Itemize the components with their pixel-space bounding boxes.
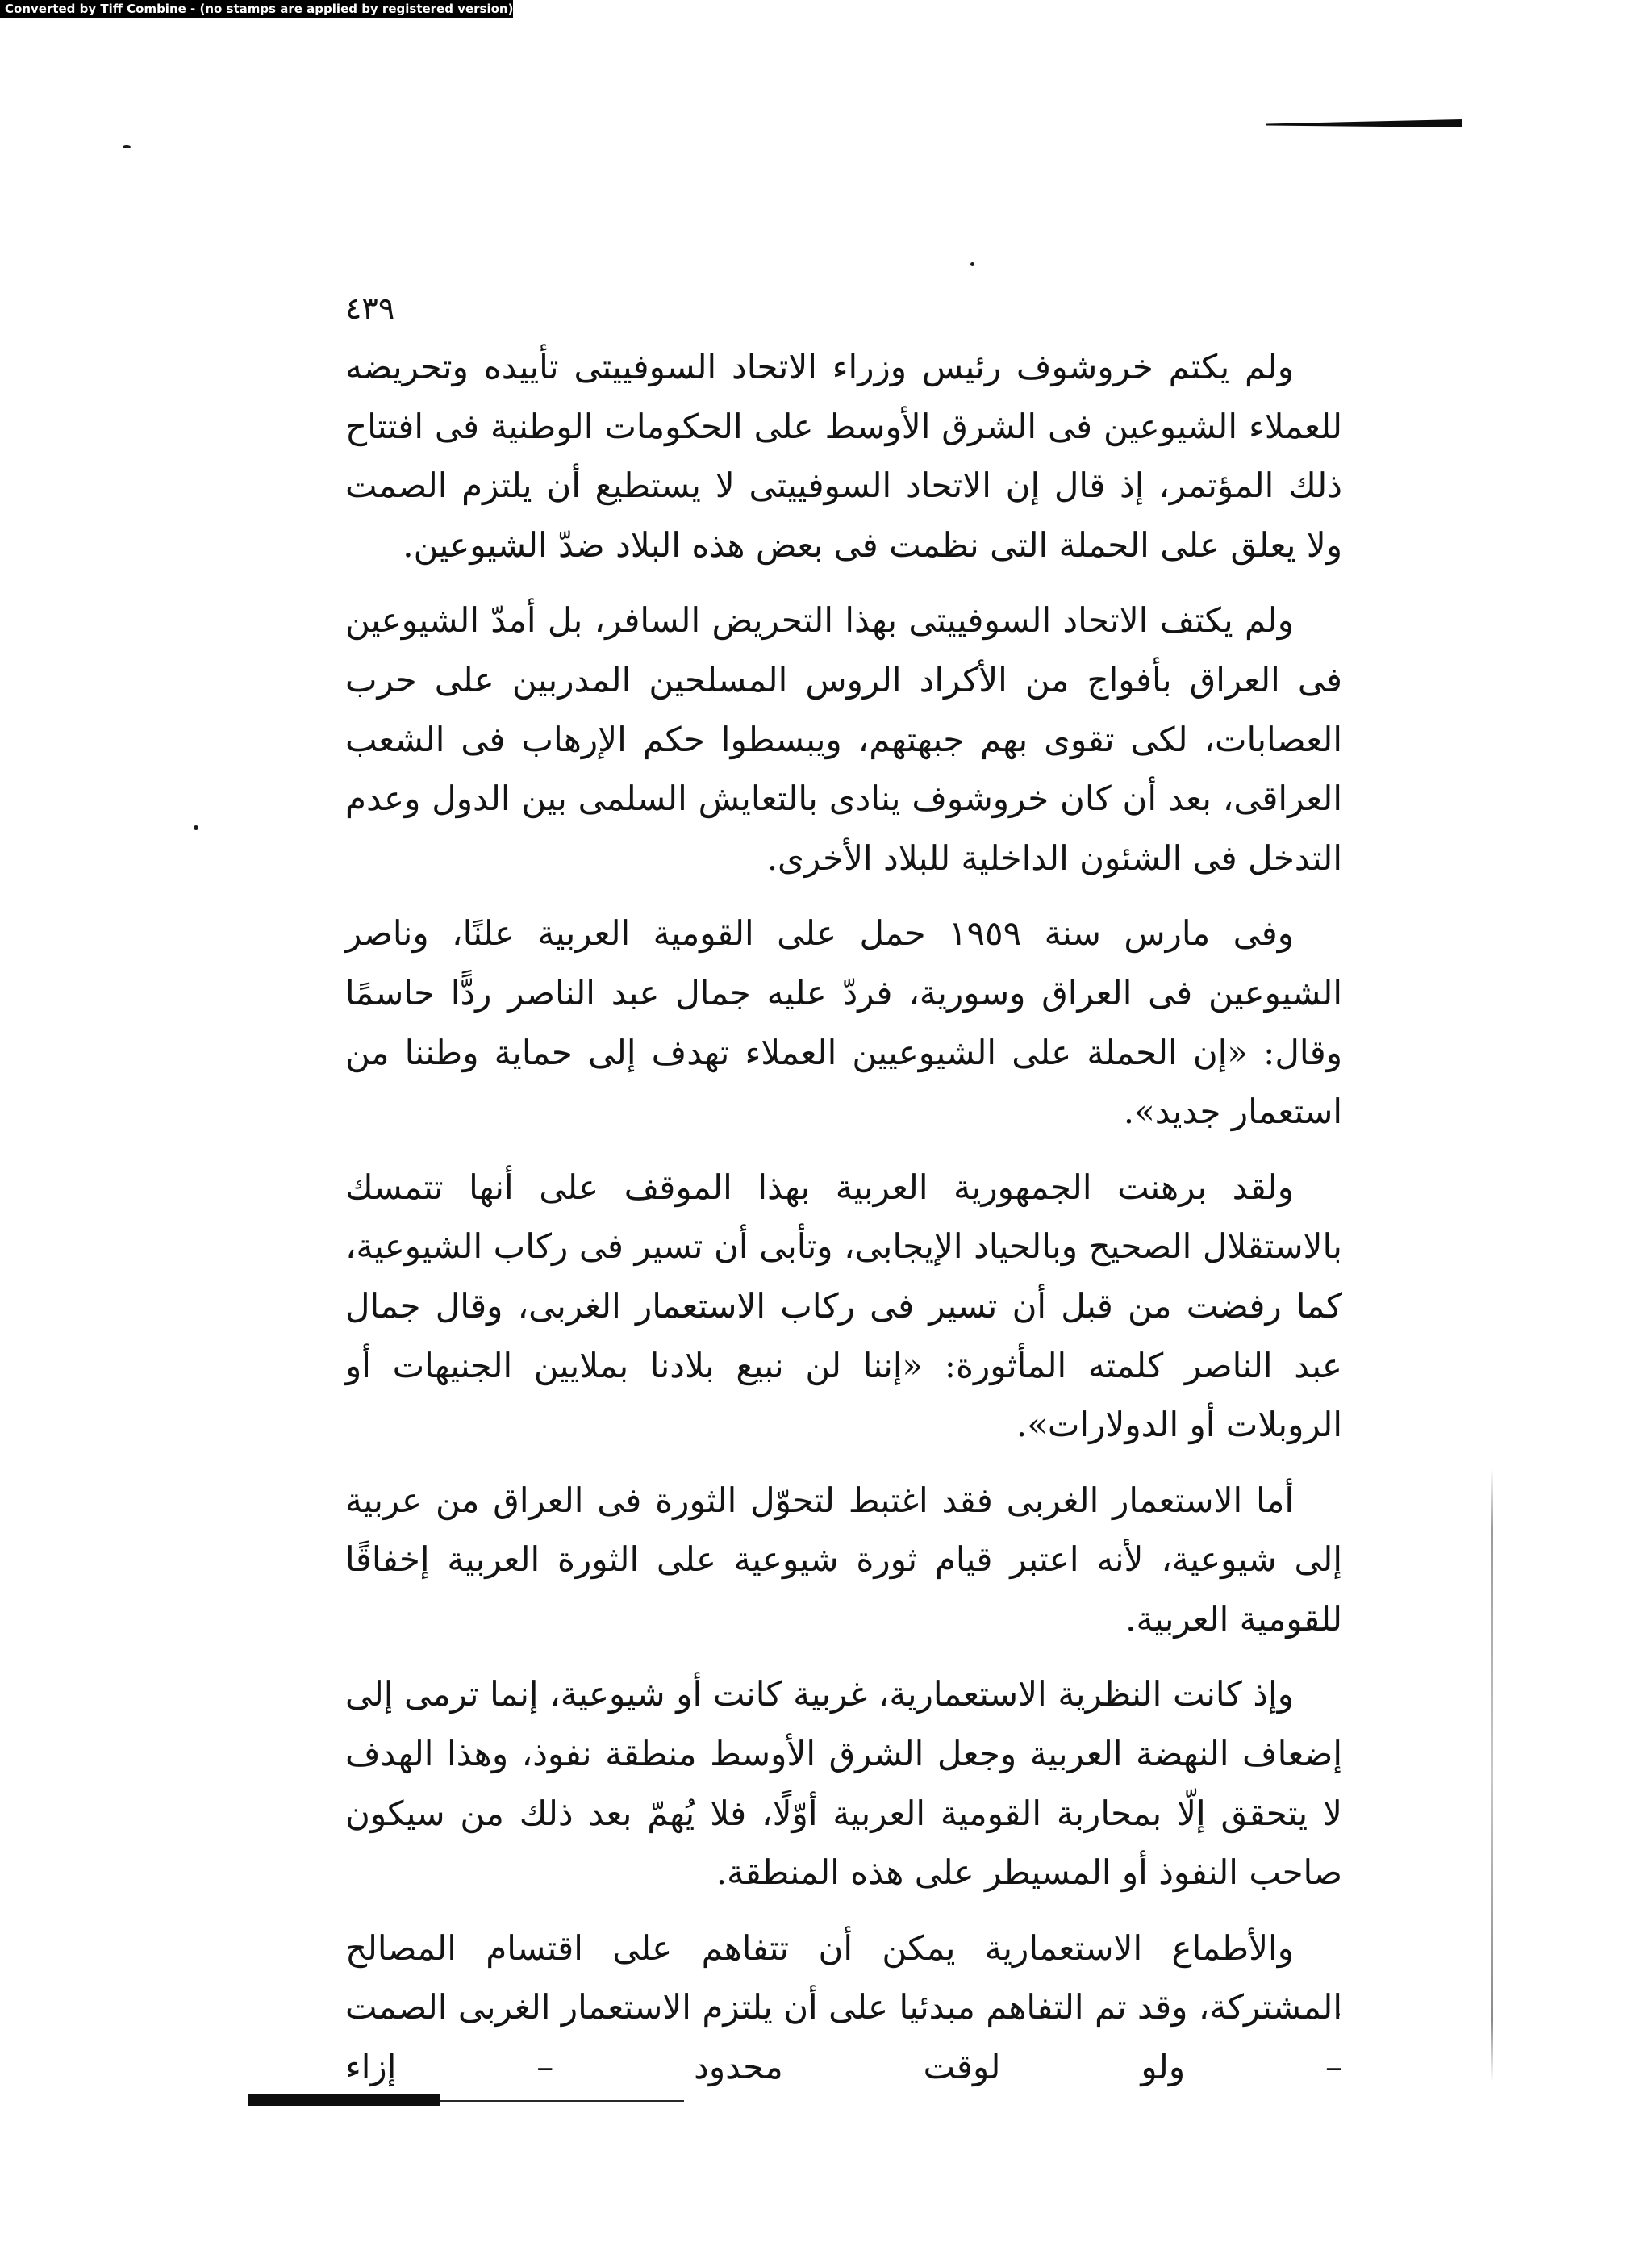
paragraph: والأطماع الاستعمارية يمكن أن تتفاهم على اقتسام المصالح المشتركة، وقد تم التفاهم مبدئيا على أن يلتزم الاستعمار الغربى الصمت – ولو لوقت محدود – إزاء bbox=[345, 1927, 1342, 2087]
scan-speck bbox=[970, 262, 974, 266]
page-body bbox=[345, 337, 1342, 2113]
bottom-rule-thin bbox=[440, 2100, 684, 2102]
converter-banner: Converted by Tiff Combine - (no stamps are applied by registered version) bbox=[0, 0, 513, 18]
paragraph: ولم يكتم خروشوف رئيس وزراء الاتحاد السوفييتى تأييده وتحريضه للعملاء الشيوعين فى الشرق الأوسط على الحكومات الوطنية فى افتتاح ذلك المؤتمر، إذ قال إن الاتحاد السوفييتى لا يستطيع أن يلتزم الصمت ولا يعلق على الحملة التى نظمت فى بعض هذه البلاد ضدّ الشيوعين. bbox=[345, 347, 1342, 565]
bottom-scan-rule bbox=[248, 2094, 684, 2107]
paragraph: وفى مارس سنة ١٩٥٩ حمل على القومية العربية علنًا، وناصر الشيوعين فى العراق وسورية، فردّ عليه جمال عبد الناصر ردًّا حاسمًا وقال: «إن الحملة على الشيوعيين العملاء تهدف إلى حماية وطننا من استعمار جديد». bbox=[345, 913, 1342, 1132]
page-number: ٤٣٩ bbox=[345, 290, 395, 326]
scan-edge-line bbox=[1491, 1468, 1493, 2082]
scan-speck bbox=[194, 825, 198, 830]
top-scan-rule bbox=[1266, 119, 1462, 127]
scan-speck bbox=[123, 145, 131, 148]
bottom-rule-thick bbox=[248, 2094, 440, 2106]
paragraph: وإذ كانت النظرية الاستعمارية، غربية كانت أو شيوعية، إنما ترمى إلى إضعاف النهضة العربية وجعل الشرق الأوسط منطقة نفوذ، وهذا الهدف لا يتحقق إلّا بمحاربة القومية العربية أوّلًا، فلا يُهمّ بعد ذلك من سيكون صاحب النفوذ أو المسيطر على هذه المنطقة. bbox=[345, 1674, 1342, 1893]
paragraph: ولقد برهنت الجمهورية العربية بهذا الموقف على أنها تتمسك بالاستقلال الصحيح وبالحياد الإيجابى، وتأبى أن تسير فى ركاب الشيوعية، كما رفضت من قبل أن تسير فى ركاب الاستعمار الغربى، وقال جمال عبد الناصر كلمته المأثورة: «إننا لن نبيع بلادنا بملايين الجنيهات أو الروبلات أو الدولارات». bbox=[345, 1167, 1342, 1445]
paragraph: أما الاستعمار الغربى فقد اغتبط لتحوّل الثورة فى العراق من عربية إلى شيوعية، لأنه اعتبر قيام ثورة شيوعية على الثورة العربية إخفاقًا للقومية العربية. bbox=[345, 1480, 1342, 1639]
paragraph: ولم يكتف الاتحاد السوفييتى بهذا التحريض السافر، بل أمدّ الشيوعين فى العراق بأفواج من الأكراد الروس المسلحين المدربين على حرب العصابات، لكى تقوى بهم جبهتهم، ويبسطوا حكم الإرهاب فى الشعب العراقى، بعد أن كان خروشوف ينادى بالتعايش السلمى بين الدول وعدم التدخل فى الشئون الداخلية للبلاد الأخرى. bbox=[345, 600, 1342, 878]
